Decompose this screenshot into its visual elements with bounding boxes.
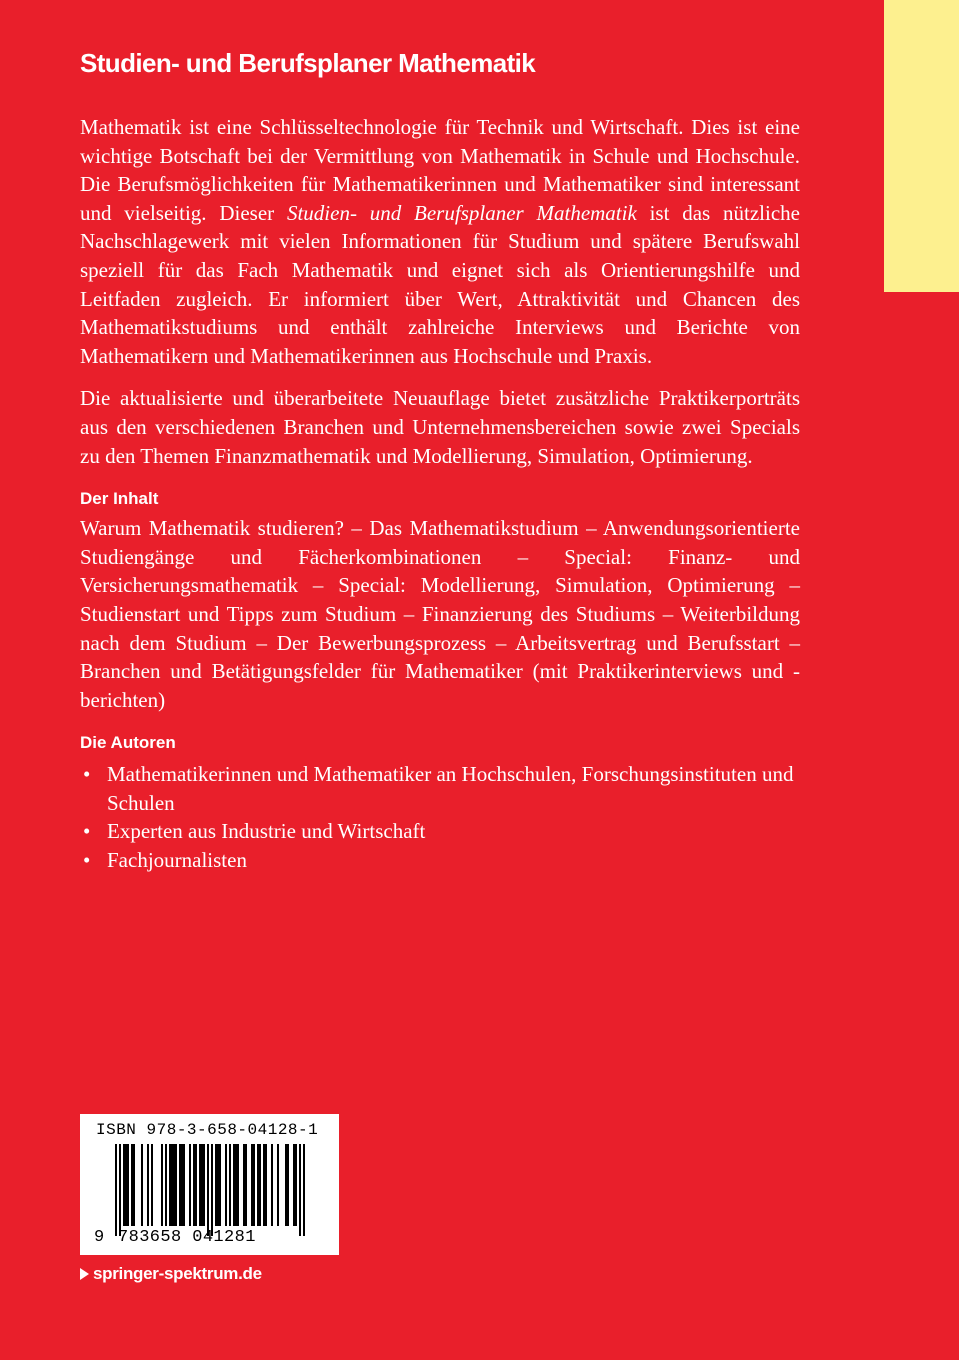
barcode-bar [215,1144,217,1226]
barcode-bar [207,1144,209,1236]
barcode-bar [131,1144,133,1226]
authors-list-item [80,846,800,875]
barcode-bar [119,1144,121,1236]
barcode-bar [265,1144,267,1226]
barcode-bar [125,1144,127,1226]
barcode-bar [299,1144,301,1236]
barcode-bar [219,1144,221,1226]
barcode-bar [169,1144,171,1226]
barcode-bar [199,1144,201,1226]
barcode-bar [285,1144,287,1226]
contents-heading: Der Inhalt [80,489,159,509]
barcode-bar [201,1144,203,1226]
barcode-bar [229,1144,231,1226]
barcode-bar [245,1144,247,1226]
barcode-bar [195,1144,197,1226]
barcode-icon [108,1144,312,1236]
barcode-bar [263,1144,265,1226]
barcode-bar [259,1144,261,1226]
intro-text-part1: Mathematik ist eine Schlüsseltechnologie für Technik und Wirtschaft. Dies ist eine wichtige Botschaft bei der Vermittlung von Mathematik in Schule und Hochschule. Die Berufsmöglichkeiten für Mathematikerinnen und Mathematiker sind interessant und vielseitig. Dieser [80,115,800,225]
barcode-bar [147,1144,149,1226]
barcode-bar [183,1144,185,1226]
back-cover-content [80,46,800,875]
barcode-bar [295,1144,297,1226]
authors-list-item [80,760,800,817]
authors-item-text: Mathematikerinnen und Mathematiker an Hochschulen, Forschungsinstituten und Schulen [107,762,794,815]
authors-item-text: Experten aus Industrie und Wirtschaft [107,819,426,844]
barcode-bar [271,1144,273,1226]
website-text: springer-spektrum.de [93,1264,262,1283]
isbn-digits: 783658 041281 [118,1228,256,1247]
arrow-right-icon [80,1268,89,1280]
barcode-bar [203,1144,205,1226]
authors-list [80,760,800,874]
barcode-bar [217,1144,219,1226]
barcode-bar [123,1144,125,1226]
barcode-bar [211,1144,213,1236]
barcode-bar [287,1144,289,1226]
bullet-icon: • [83,762,91,787]
barcode-bar [141,1144,143,1226]
intro-text-part2: ist das nützliche Nachschlagewerk mit vielen Informationen für Studium und spätere Berufswahl speziell für das Fach Mathematik und eignet sich als Orientierungshilfe und Leitfaden zugleich. Er informiert über Wert, Attraktivität und Chancen des Mathematikstudiums und enthält zahlreiche Interviews und Berichte von Mathematikern und Mathematikerinnen aus Hochschule und Praxis. [80,200,800,368]
barcode-bar [293,1144,295,1226]
new-edition-paragraph: Die aktualisierte und überarbeitete Neuauflage bietet zusätzliche Praktikerporträts aus den verschiedenen Branchen und Unternehmensbereichen sowie zwei Specials zu den Themen Finanzmathematik und Modellierung, Simulation, Optimierung. [80,386,800,468]
bullet-icon: • [83,819,91,844]
barcode-bar [133,1144,135,1226]
barcode-bar [277,1144,279,1226]
publisher-website-link[interactable] [80,1264,262,1284]
barcode-bar [189,1144,191,1226]
barcode-bar [225,1144,227,1226]
intro-book-title: Studien- und Berufsplaner Mathematik [286,200,637,225]
barcode-bar [127,1144,129,1226]
barcode-bar [115,1144,117,1236]
barcode-bar [193,1144,195,1226]
authors-list-item [80,817,800,846]
barcode-bar [161,1144,163,1226]
barcode-bar [235,1144,237,1226]
barcode-bar [173,1144,175,1226]
barcode-bar [237,1144,239,1226]
barcode-bar [243,1144,245,1226]
isbn-label: ISBN 978-3-658-04128-1 [96,1121,319,1139]
barcode-bar [181,1144,183,1226]
contents-text: Warum Mathematik studieren? – Das Mathematikstudium – Anwendungsorientierte Studiengänge und Fächerkombinationen – Special: Finanz- und Versicherungsmathematik – Special: Modellierung, Simulation, Optimierung – Studienstart und Tipps zum Studium – Finanzierung des Studiums – Weiterbildung nach dem Studium – Der Bewerbungsprozess – Arbeitsvertrag und Berufsstart – Branchen und Betätigungsfelder für Mathematiker (mit Praktikerinterviews und -berichten) [80,516,800,712]
bullet-icon: • [83,848,91,873]
book-title: Studien- und Berufsplaner Mathematik [80,48,536,78]
yellow-accent-tab [884,0,959,292]
barcode-bar [165,1144,167,1226]
isbn-lead-digit: 9 [94,1228,105,1247]
barcode-bar [303,1144,305,1236]
authors-heading: Die Autoren [80,733,176,753]
barcode-bar [171,1144,173,1226]
barcode-bar [179,1144,181,1226]
barcode-bar [251,1144,253,1226]
intro-paragraph [80,113,800,370]
barcode-bar [175,1144,177,1226]
barcode-bar [253,1144,255,1226]
barcode-bar [233,1144,235,1226]
barcode-bar [151,1144,153,1226]
authors-item-text: Fachjournalisten [107,848,247,873]
barcode-bar [257,1144,259,1226]
isbn-barcode-box [80,1114,339,1255]
